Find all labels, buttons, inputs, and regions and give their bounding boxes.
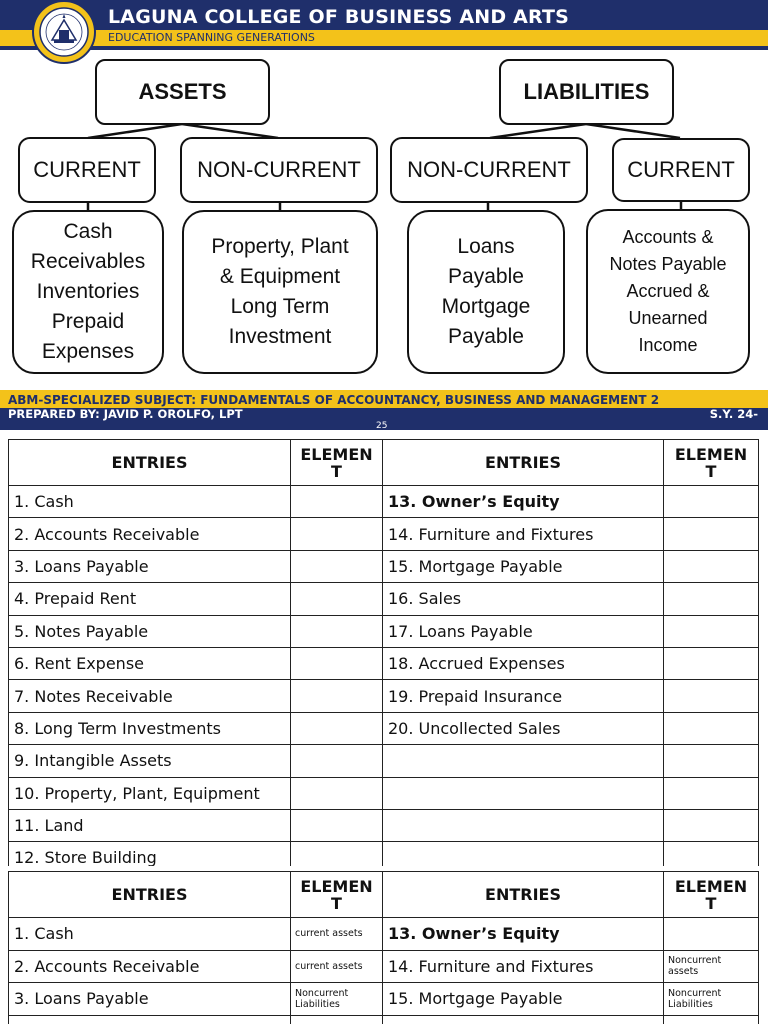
element-cell[interactable] [291,842,383,866]
entry-cell: 2. Accounts Receivable [9,950,291,983]
element-cell[interactable] [291,647,383,679]
element-cell[interactable] [291,615,383,647]
entry-cell: 15. Mortgage Payable [383,983,664,1016]
entries-table-blank [8,439,759,866]
element-cell[interactable] [664,583,759,615]
subject-line: ABM-SPECIALIZED SUBJECT: FUNDAMENTALS OF ACCOUNTANCY, BUSINESS AND MANAGEMENT 2 [8,393,660,407]
list-item: Unearned [628,308,708,328]
list-item: Payable [448,265,524,288]
table-row [9,486,759,518]
column-header-entries: ENTRIES [383,440,664,486]
table-header-row [9,872,759,918]
entry-cell: 11. Land [9,809,291,841]
list-item: Long Term [230,295,330,318]
table-row [9,550,759,582]
school-name: LAGUNA COLLEGE OF BUSINESS AND ARTS [108,6,570,28]
liabilities-current-box [612,138,750,202]
list-item: Accounts & [622,227,714,247]
list-item: Cash [63,220,113,243]
element-cell[interactable] [664,745,759,777]
entry-cell: 17. Loans Payable [383,615,664,647]
entry-cell [383,842,664,866]
element-cell[interactable] [664,486,759,518]
table-header-row [9,440,759,486]
assets-current-label: CURRENT [33,157,141,182]
element-cell[interactable]: Noncurrent assets [664,950,759,983]
school-year-continued: 25 [376,421,388,431]
liabilities-noncurrent-items [407,210,565,374]
element-cell[interactable] [664,712,759,744]
column-header-entries: ENTRIES [9,440,291,486]
table-row [9,918,759,951]
element-cell[interactable] [664,918,759,951]
entry-cell: 13. Owner’s Equity [383,486,664,518]
element-cell[interactable] [291,486,383,518]
element-cell[interactable] [291,518,383,550]
element-cell[interactable]: Noncurrent Liabilities [664,983,759,1016]
entry-cell: 14. Furniture and Fixtures [383,950,664,983]
table-row [9,680,759,712]
entry-cell [383,809,664,841]
table-row [9,518,759,550]
liabilities-label: LIABILITIES [523,79,650,104]
table-row [9,583,759,615]
entry-cell: 18. Accrued Expenses [383,647,664,679]
list-item: Income [638,335,698,355]
element-cell[interactable] [664,777,759,809]
entry-cell [9,1015,291,1024]
element-cell[interactable] [291,809,383,841]
element-cell[interactable]: current assets [291,918,383,951]
entry-cell: 1. Cash [9,486,291,518]
table-row [9,1015,759,1024]
table-row [9,745,759,777]
column-header-element: ELEMEN T [291,872,383,918]
column-header-element: ELEMEN T [664,440,759,486]
list-item: Inventories [36,280,140,303]
entry-cell: 9. Intangible Assets [9,745,291,777]
element-cell[interactable] [664,680,759,712]
list-item: Expenses [41,340,135,363]
school-year: S.Y. 24- [709,407,758,421]
liabilities-heading [499,59,674,125]
prepared-by: PREPARED BY: JAVID P. OROLFO, LPT [8,407,243,421]
element-cell[interactable] [664,809,759,841]
liabilities-current-items [586,209,750,374]
list-item: & Equipment [219,265,341,288]
element-cell[interactable] [291,680,383,712]
element-cell[interactable]: Noncurrent Liabilities [291,983,383,1016]
table1-viewport [0,439,768,866]
element-cell[interactable] [664,647,759,679]
list-item: Payable [448,325,524,348]
list-item: Receivables [30,250,146,273]
table-row [9,777,759,809]
entry-cell: 2. Accounts Receivable [9,518,291,550]
assets-noncurrent-items [182,210,378,374]
entries-table-answered [8,871,759,1024]
column-header-entries: ENTRIES [9,872,291,918]
table-row [9,647,759,679]
element-cell[interactable] [291,712,383,744]
element-cell[interactable]: current assets [291,950,383,983]
element-cell[interactable] [664,842,759,866]
list-item: Loans [457,235,515,258]
list-item: Investment [228,325,332,348]
element-cell[interactable] [664,518,759,550]
assets-current-items [12,210,164,374]
entry-cell: 6. Rent Expense [9,647,291,679]
entry-cell: 8. Long Term Investments [9,712,291,744]
list-item: Prepaid [51,310,125,333]
entry-cell [383,1015,664,1024]
table-row [9,809,759,841]
assets-noncurrent-box [180,137,378,203]
entry-cell: 15. Mortgage Payable [383,550,664,582]
entry-cell: 5. Notes Payable [9,615,291,647]
entry-cell: 16. Sales [383,583,664,615]
element-cell[interactable] [291,745,383,777]
table-row [9,712,759,744]
assets-current-box [18,137,156,203]
table-row [9,983,759,1016]
element-cell[interactable] [664,1015,759,1024]
entry-cell: 20. Uncollected Sales [383,712,664,744]
list-item: Accrued & [626,281,710,301]
entry-cell [383,777,664,809]
column-header-element: ELEMEN T [664,872,759,918]
entry-cell [383,745,664,777]
assets-label: ASSETS [138,79,227,104]
entry-cell: 7. Notes Receivable [9,680,291,712]
column-header-element: ELEMEN T [291,440,383,486]
element-cell[interactable] [291,777,383,809]
element-cell[interactable] [664,550,759,582]
entry-cell: 4. Prepaid Rent [9,583,291,615]
liabilities-noncurrent-label: NON-CURRENT [407,157,571,182]
list-item: Property, Plant [211,235,349,258]
element-cell[interactable] [291,1015,383,1024]
entry-cell: 13. Owner’s Equity [383,918,664,951]
assets-heading [95,59,270,125]
entry-cell: 14. Furniture and Fixtures [383,518,664,550]
entry-cell: 12. Store Building [9,842,291,866]
column-header-entries: ENTRIES [383,872,664,918]
table-row [9,615,759,647]
table-row [9,950,759,983]
school-tagline: EDUCATION SPANNING GENERATIONS [108,31,315,44]
table-row [9,842,759,866]
liabilities-current-label: CURRENT [627,157,735,182]
liabilities-noncurrent-box [390,137,588,203]
element-cell[interactable] [291,550,383,582]
list-item: Mortgage [441,295,531,318]
entry-cell: 3. Loans Payable [9,983,291,1016]
entry-cell: 19. Prepaid Insurance [383,680,664,712]
assets-noncurrent-label: NON-CURRENT [197,157,361,182]
entry-cell: 3. Loans Payable [9,550,291,582]
element-cell[interactable] [291,583,383,615]
entry-cell: 10. Property, Plant, Equipment [9,777,291,809]
table2-viewport [0,871,768,1024]
entry-cell: 1. Cash [9,918,291,951]
element-cell[interactable] [664,615,759,647]
list-item: Notes Payable [609,254,727,274]
